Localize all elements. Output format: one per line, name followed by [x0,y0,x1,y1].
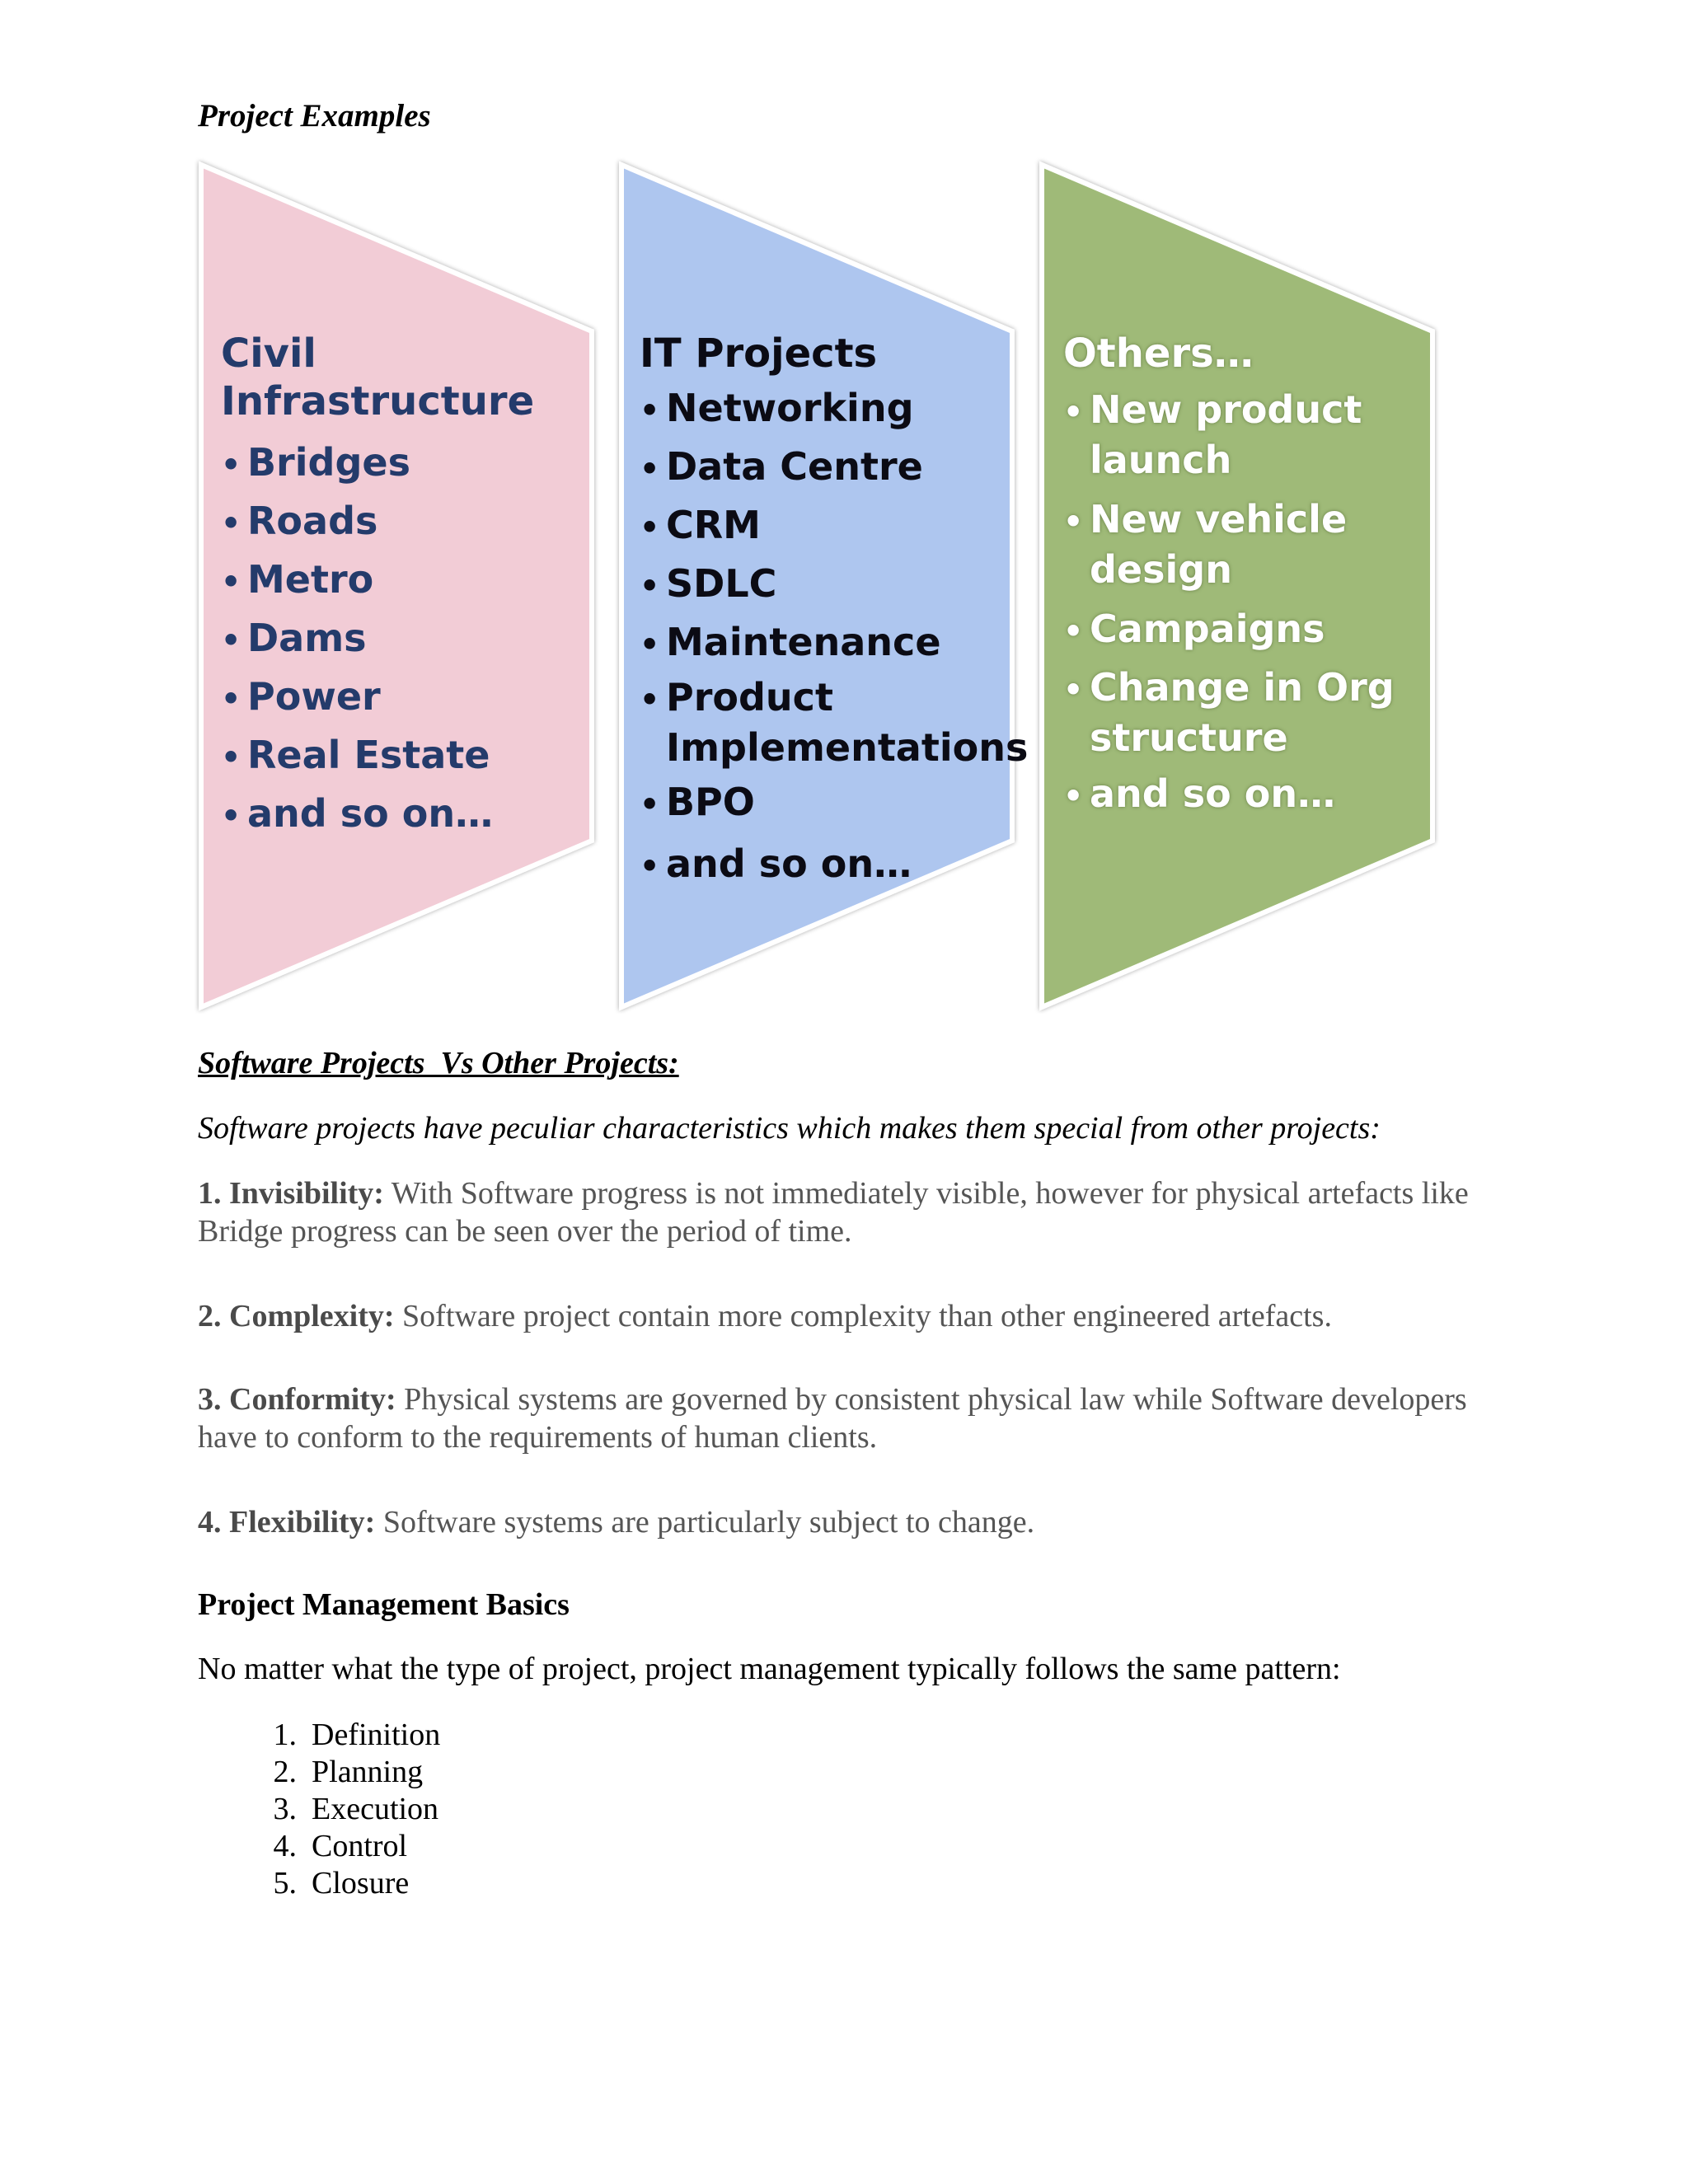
step-label: Control [312,1829,408,1863]
list-item: • Data Centre [640,443,1019,493]
step-label: Planning [312,1755,424,1789]
characteristic-invisibility [198,1174,1500,1250]
panel-heading: Civil Infrastructure [221,330,535,424]
list-item: • Metro [221,555,584,606]
list-item: • New product launch [1063,386,1426,484]
list-item [198,1865,440,1902]
characteristic-text: Software project contain more complexity than other engineered artefacts. [394,1299,1332,1333]
step-number: 5. [273,1866,297,1900]
characteristic-text: Software systems are particularly subject to change. [375,1505,1035,1540]
step-label: Closure [312,1866,410,1900]
step-number: 4. [273,1829,297,1863]
panel-heading: IT Projects [640,330,878,377]
list-item [198,1754,440,1791]
basics-intro: No matter what the type of project, project management typically follows the same pattern: [198,1652,1341,1686]
list-item: • Power [221,673,584,723]
list-item: • Bridges [221,438,584,489]
step-number: 2. [273,1755,297,1789]
section-title-project-examples: Project Examples [198,98,431,134]
list-item: • Networking [640,384,1019,434]
list-item: • Dams [221,614,584,664]
heading-software-vs-other: Software Projects Vs Other Projects: [198,1046,679,1080]
list-item: • Roads [221,497,584,547]
panel-it-projects [640,330,1029,898]
step-label: Definition [312,1718,441,1752]
list-item: • CRM [640,501,1019,551]
step-number: 3. [273,1792,297,1826]
step-number: 1. [273,1718,297,1752]
list-item: • and so on… [1063,770,1426,820]
list-item: • Change in Org structure [1063,663,1426,762]
list-item [198,1828,440,1865]
panel-list [640,384,1029,890]
list-item: • and so on… [221,790,584,840]
characteristic-label: 3. Conformity: [198,1382,396,1417]
panel-civil-infrastructure [221,330,584,848]
list-item: • Real Estate [221,731,584,781]
panel-heading: Others… [1063,330,1254,377]
list-item: • SDLC [640,560,1019,610]
panel-list [1063,386,1426,820]
characteristic-label: 4. Flexibility: [198,1505,376,1540]
list-item: • Campaigns [1063,605,1426,655]
list-item: • New vehicle design [1063,495,1426,593]
characteristic-label: 2. Complexity: [198,1299,395,1333]
list-item: • BPO [640,778,1019,828]
characteristic-flexibility [198,1503,1500,1541]
list-item [198,1791,440,1828]
step-label: Execution [312,1792,439,1826]
list-item: • Product Implementations [640,673,1019,771]
list-item: • and so on… [640,840,1019,890]
list-item [198,1717,440,1754]
heading-project-management-basics: Project Management Basics [198,1587,570,1622]
characteristic-text: With Software progress is not immediately visible, however for physical artefacts like Bridge progress can be seen over the period of time. [198,1176,1469,1249]
list-item: • Maintenance [640,618,1019,668]
panel-list [221,438,584,840]
panel-others [1063,330,1426,828]
characteristic-conformity [198,1380,1500,1456]
characteristic-label: 1. Invisibility: [198,1176,384,1211]
intro-paragraph: Software projects have peculiar characteristics which makes them special from other projects: [198,1111,1381,1146]
characteristic-complexity [198,1297,1500,1335]
steps-list [198,1717,440,1902]
characteristic-text: Physical systems are governed by consistent physical law while Software developers have to conform to the requirements of human clients. [198,1382,1467,1455]
